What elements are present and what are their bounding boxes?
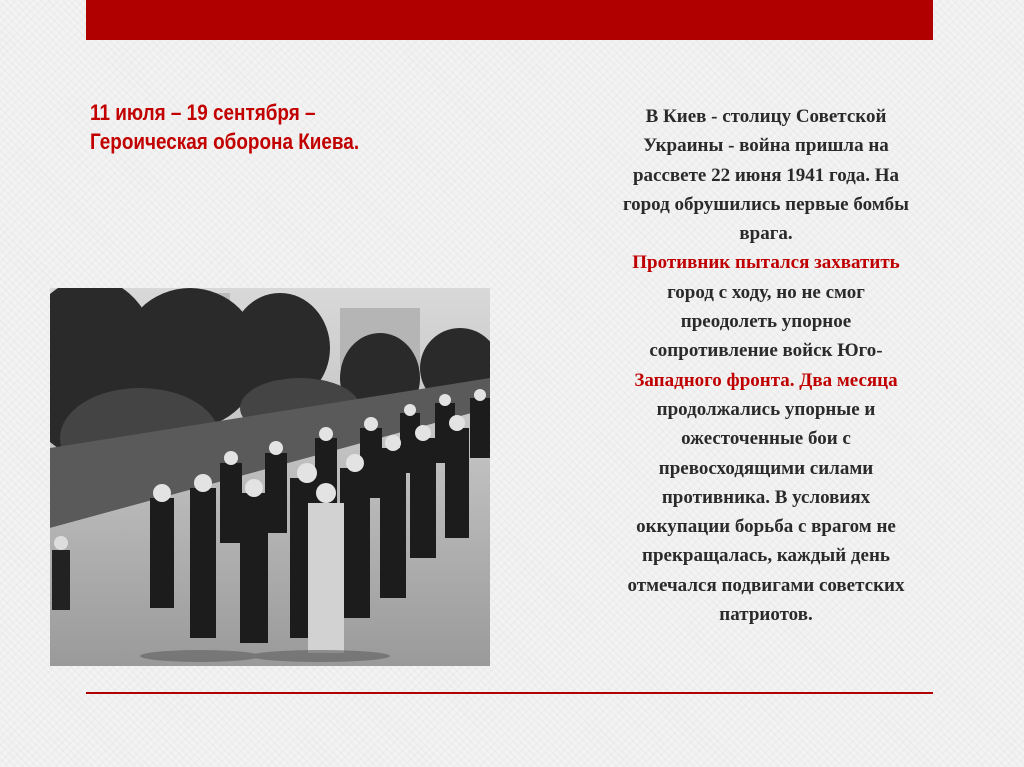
body-line: оккупации борьба с врагом не (636, 516, 896, 538)
body-line: преодолеть упорное (680, 311, 852, 333)
body-line: врага. (739, 223, 793, 245)
slide-title (90, 98, 451, 156)
body-line: ожесточенные бои с (681, 428, 851, 450)
body-line: рассвете 22 июня 1941 года. На (632, 164, 900, 186)
body-line: город с ходу, но не смог (667, 281, 865, 303)
bottom-accent-rule (86, 692, 933, 694)
body-line: противника. В условиях (661, 486, 871, 508)
marching-people-photo-illustration (50, 288, 490, 666)
body-line: сопротивление войск Юго- (649, 340, 883, 362)
body-line: Западного фронта. Два месяца (634, 369, 898, 391)
body-line: Противник пытался захватить (632, 252, 900, 274)
historical-photo (50, 288, 490, 666)
body-line: продолжались упорные и (656, 398, 876, 420)
body-line: В Киев - столицу Советской (645, 106, 887, 127)
body-line: патриотов. (719, 604, 813, 626)
slide-title-line-1: 11 июля – 19 сентября – (90, 100, 316, 125)
body-line: превосходящими силами (658, 457, 874, 479)
body-line: город обрушились первые бомбы (622, 193, 910, 215)
body-line: прекращалась, каждый день (642, 545, 890, 567)
slide-title-line-2: Героическая оборона Киева. (90, 129, 360, 154)
top-accent-band (86, 0, 933, 40)
body-line: Украины - война пришла на (643, 135, 889, 157)
body-line: отмечался подвигами советских (627, 574, 905, 596)
slide-body-text (556, 102, 976, 629)
